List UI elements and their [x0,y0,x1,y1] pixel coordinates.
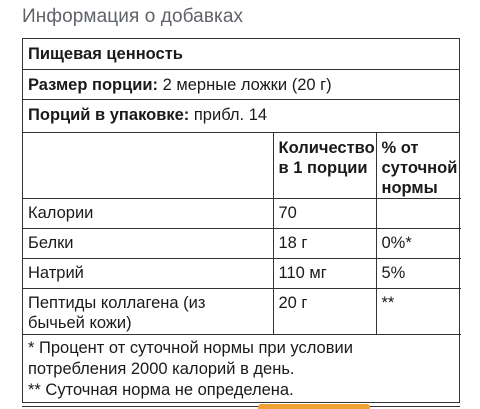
page-title: Информация о добавках [22,6,244,27]
row-daily-value: 5% [376,259,461,289]
row-name: Пептиды коллагена (из бычьей кожи) [23,289,273,335]
row-amount: 110 мг [273,259,376,289]
row-name: Натрий [23,259,273,289]
header-amount: Количество в 1 порции [273,133,376,199]
servings-value: прибл. 14 [189,106,268,124]
nutrition-table [23,133,461,335]
row-amount: 18 г [273,229,376,259]
facts-heading: Пищевая ценность [23,39,459,70]
servings-label: Порций в упаковке: [28,106,190,124]
row-amount: 70 [273,199,376,229]
row-name: Белки [23,229,273,259]
table-row [23,199,461,229]
header-blank-cell [23,133,273,199]
table-row [23,229,461,259]
table-header-row [23,133,461,199]
footnotes [23,335,459,402]
row-name: Калории [23,199,273,229]
serving-size-value: 2 мерные ложки (20 г) [158,76,332,94]
row-amount: 20 г [273,289,376,335]
serving-size-row [23,70,459,100]
row-daily-value [376,199,461,229]
accent-tab[interactable] [258,404,370,409]
table-row [23,259,461,289]
row-daily-value: ** [376,289,461,335]
table-row [23,289,461,335]
row-daily-value: 0%* [376,229,461,259]
footnote-not-established: ** Суточная норма не определена. [28,381,294,399]
supplement-facts-panel [22,38,460,403]
header-daily-value: % от суточной нормы [376,133,461,199]
servings-per-container-row [23,100,459,133]
footnote-daily-value: * Процент от суточной нормы при условии потребления 2000 калорий в день. [28,339,353,378]
serving-size-label: Размер порции: [28,76,159,94]
